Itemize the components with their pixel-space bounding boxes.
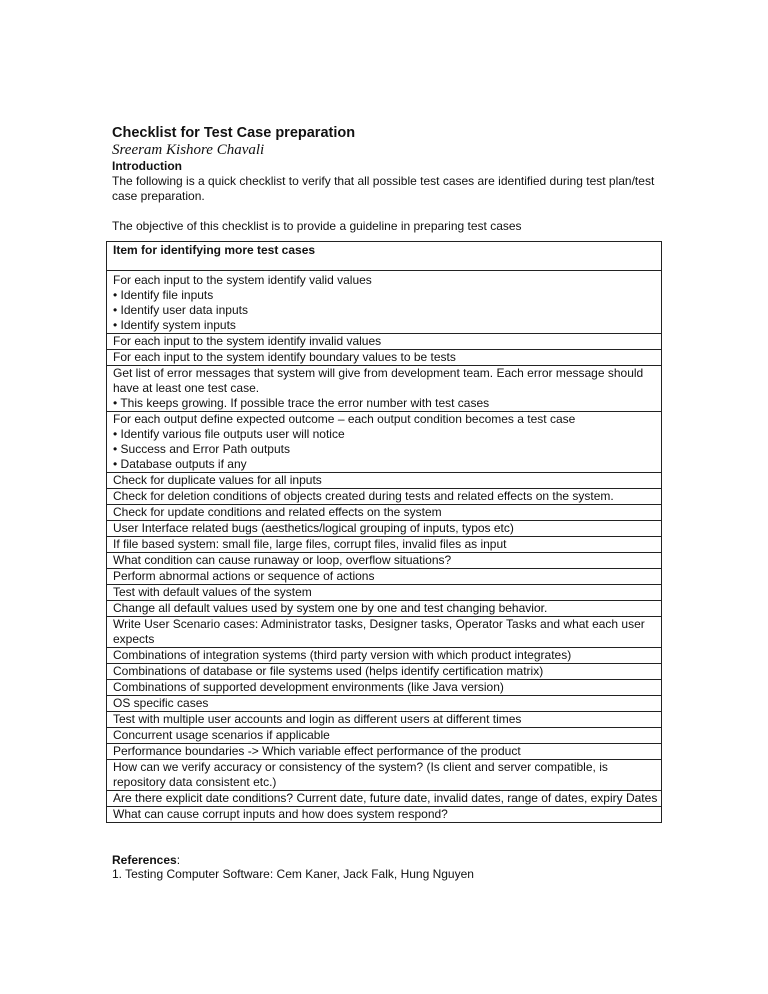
references-section — [112, 853, 668, 881]
checklist-cell — [107, 271, 662, 334]
checklist-item-text: For each input to the system identify valid values — [113, 273, 372, 287]
checklist-header-cell: Item for identifying more test cases — [107, 242, 662, 271]
checklist-subitem-text: • Identify user data inputs — [113, 303, 248, 317]
checklist-item-text: Change all default values used by system one by one and test changing behavior. — [113, 601, 548, 615]
checklist-row — [107, 760, 662, 791]
checklist-row — [107, 569, 662, 585]
checklist-table — [106, 241, 662, 823]
checklist-cell — [107, 489, 662, 505]
checklist-row — [107, 521, 662, 537]
checklist-cell — [107, 473, 662, 489]
checklist-item-text: If file based system: small file, large files, corrupt files, invalid files as input — [113, 537, 507, 551]
checklist-subitem-text: • Identify system inputs — [113, 318, 236, 332]
checklist-item-text: Check for deletion conditions of objects created during tests and related effects on the system. — [113, 489, 614, 503]
checklist-cell — [107, 760, 662, 791]
checklist-cell — [107, 350, 662, 366]
checklist-cell — [107, 366, 662, 412]
checklist-item-text: What condition can cause runaway or loop, overflow situations? — [113, 553, 452, 567]
checklist-item-text: OS specific cases — [113, 696, 209, 710]
checklist-cell — [107, 617, 662, 648]
checklist-item-text: Check for update conditions and related effects on the system — [113, 505, 442, 519]
checklist-row — [107, 664, 662, 680]
checklist-item-text: For each output define expected outcome – each output condition becomes a test case — [113, 412, 576, 426]
checklist-cell — [107, 696, 662, 712]
checklist-row — [107, 696, 662, 712]
checklist-row — [107, 271, 662, 334]
checklist-row — [107, 489, 662, 505]
checklist-cell — [107, 664, 662, 680]
checklist-subitem-text: • Success and Error Path outputs — [113, 442, 290, 456]
checklist-cell — [107, 648, 662, 664]
checklist-body — [107, 271, 662, 823]
checklist-item-text: What can cause corrupt inputs and how does system respond? — [113, 807, 448, 821]
checklist-cell — [107, 807, 662, 823]
checklist-row — [107, 366, 662, 412]
checklist-cell — [107, 680, 662, 696]
checklist-item-text: Concurrent usage scenarios if applicable — [113, 728, 330, 742]
checklist-item-text: Performance boundaries -> Which variable effect performance of the product — [113, 744, 521, 758]
checklist-cell — [107, 412, 662, 473]
checklist-row — [107, 537, 662, 553]
checklist-subitem-text: • Database outputs if any — [113, 457, 247, 471]
checklist-item-text: For each input to the system identify boundary values to be tests — [113, 350, 456, 364]
checklist-cell — [107, 537, 662, 553]
checklist-cell — [107, 744, 662, 760]
checklist-cell — [107, 712, 662, 728]
checklist-subitem-text: • Identify various file outputs user will notice — [113, 427, 345, 441]
checklist-item-text: Combinations of integration systems (third party version with which product integrates) — [113, 648, 572, 662]
checklist-cell — [107, 521, 662, 537]
checklist-row — [107, 350, 662, 366]
checklist-item-text: Combinations of supported development environments (like Java version) — [113, 680, 504, 694]
checklist-row — [107, 648, 662, 664]
references-list — [112, 867, 668, 881]
checklist-row — [107, 712, 662, 728]
document-title: Checklist for Test Case preparation — [112, 125, 356, 141]
checklist-row — [107, 585, 662, 601]
document-author: Sreeram Kishore Chavali — [112, 142, 265, 158]
checklist-cell — [107, 553, 662, 569]
checklist-item-text: Are there explicit date conditions? Current date, future date, invalid dates, range of dates, expiry Dates — [113, 791, 658, 805]
checklist-item-text: Check for duplicate values for all inputs — [113, 473, 322, 487]
checklist-subitem-text: • This keeps growing. If possible trace the error number with test cases — [113, 396, 490, 410]
objective-paragraph: The objective of this checklist is to provide a guideline in preparing test cases — [112, 219, 522, 233]
introduction-paragraph: The following is a quick checklist to verify that all possible test cases are identified during test plan/test case preparation. — [112, 174, 655, 203]
references-heading-colon: : — [176, 853, 181, 867]
checklist-row — [107, 744, 662, 760]
introduction-heading: Introduction — [112, 159, 182, 173]
checklist-row — [107, 601, 662, 617]
checklist-cell — [107, 585, 662, 601]
checklist-row — [107, 807, 662, 823]
checklist-cell — [107, 728, 662, 744]
references-heading-line — [112, 853, 668, 867]
checklist-item-text: User Interface related bugs (aesthetics/logical grouping of inputs, typos etc) — [113, 521, 514, 535]
checklist-header-row — [107, 242, 662, 271]
checklist-row — [107, 680, 662, 696]
checklist-item-text: For each input to the system identify invalid values — [113, 334, 382, 348]
checklist-item-text: Perform abnormal actions or sequence of actions — [113, 569, 375, 583]
checklist-row — [107, 473, 662, 489]
references-heading: References — [112, 853, 177, 867]
document-page — [112, 124, 668, 881]
checklist-item-text: Get list of error messages that system will give from development team. Each error message should have at least one test case. — [113, 366, 644, 395]
checklist-row — [107, 334, 662, 350]
checklist-cell — [107, 505, 662, 521]
checklist-subitem-text: • Identify file inputs — [113, 288, 214, 302]
checklist-cell — [107, 334, 662, 350]
checklist-item-text: Write User Scenario cases: Administrator tasks, Designer tasks, Operator Tasks and what each user expects — [113, 617, 645, 646]
checklist-cell — [107, 601, 662, 617]
checklist-item-text: Combinations of database or file systems used (helps identify certification matrix) — [113, 664, 544, 678]
checklist-item-text: Test with multiple user accounts and login as different users at different times — [113, 712, 522, 726]
checklist-cell — [107, 569, 662, 585]
checklist-item-text: How can we verify accuracy or consistency of the system? (Is client and server compatible, is repository data consistent etc.) — [113, 760, 608, 789]
checklist-row — [107, 505, 662, 521]
checklist-row — [107, 412, 662, 473]
checklist-row — [107, 791, 662, 807]
checklist-item-text: Test with default values of the system — [113, 585, 312, 599]
checklist-row — [107, 617, 662, 648]
checklist-cell — [107, 791, 662, 807]
checklist-row — [107, 728, 662, 744]
checklist-row — [107, 553, 662, 569]
reference-item: 1. Testing Computer Software: Cem Kaner, Jack Falk, Hung Nguyen — [112, 867, 474, 881]
